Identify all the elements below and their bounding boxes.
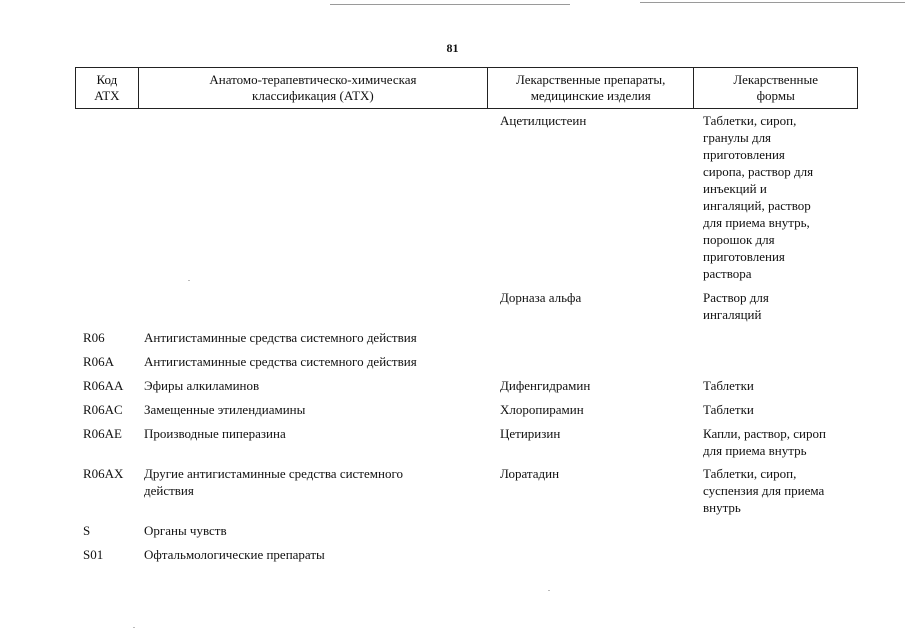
cell-form: Капли, раствор, сироп для приема внутрь bbox=[703, 426, 826, 458]
cell-classification: Другие антигистаминные средства системного действия bbox=[144, 466, 403, 498]
cell-code: R06A bbox=[83, 354, 115, 369]
cell-form: Таблетки, сироп, гранулы для приготовления сиропа, раствор для инъекций и ингаляций, раствор для приема внутрь, порошок для приготовления раствора bbox=[703, 113, 814, 281]
cell-code: R06AC bbox=[83, 402, 123, 417]
cell-drug: Дорназа альфа bbox=[500, 290, 582, 305]
table-row bbox=[75, 109, 858, 289]
cell-drug: Дифенгидрамин bbox=[500, 378, 591, 393]
cell-drug: Ацетилцистеин bbox=[500, 113, 587, 128]
cell-classification: Органы чувств bbox=[144, 523, 227, 538]
cell-form bbox=[695, 353, 858, 377]
cell-form bbox=[695, 329, 858, 353]
table-row bbox=[75, 329, 858, 353]
table-row bbox=[75, 289, 858, 329]
cell-form bbox=[695, 522, 858, 546]
cell-code: R06 bbox=[83, 330, 105, 345]
scan-edge-line bbox=[640, 2, 905, 3]
table-row bbox=[75, 546, 858, 570]
table-row bbox=[75, 522, 858, 546]
cell-drug: Лоратадин bbox=[500, 466, 560, 481]
header-drugs: Лекарственные препараты, медицинские изделия bbox=[488, 68, 694, 108]
scan-speck bbox=[133, 627, 135, 628]
cell-form: Таблетки bbox=[703, 378, 754, 393]
cell-drug bbox=[488, 329, 695, 353]
header-classification: Анатомо-терапевтическо-химическая классификация (АТХ) bbox=[139, 68, 488, 108]
table-row bbox=[75, 465, 858, 522]
header-code: Код ATX bbox=[76, 68, 139, 108]
table-row bbox=[75, 401, 858, 425]
cell-drug: Хлоропирамин bbox=[500, 402, 584, 417]
table-row bbox=[75, 353, 858, 377]
cell-classification: Эфиры алкиламинов bbox=[144, 378, 260, 393]
cell-code: R06AA bbox=[83, 378, 124, 393]
header-forms: Лекарственные формы bbox=[733, 72, 818, 103]
cell-code: S bbox=[83, 523, 91, 538]
cell-classification bbox=[138, 289, 488, 329]
cell-drug: Цетиризин bbox=[500, 426, 561, 441]
cell-code: S01 bbox=[83, 547, 104, 562]
table-row bbox=[75, 377, 858, 401]
cell-code: R06AE bbox=[83, 426, 122, 441]
cell-drug bbox=[488, 546, 695, 570]
scan-speck bbox=[548, 590, 550, 591]
cell-classification: Антигистаминные средства системного действия bbox=[144, 330, 417, 345]
scan-speck bbox=[188, 280, 190, 281]
table-row bbox=[75, 425, 858, 465]
cell-form: Раствор для ингаляций bbox=[703, 290, 769, 322]
table-header bbox=[75, 67, 858, 109]
cell-classification: Производные пиперазина bbox=[144, 426, 286, 441]
cell-classification: Замещенные этилендиамины bbox=[144, 402, 306, 417]
table-body bbox=[75, 109, 858, 570]
page-number: 81 bbox=[446, 41, 459, 55]
cell-form bbox=[695, 546, 858, 570]
cell-code bbox=[75, 112, 138, 289]
cell-classification: Офтальмологические препараты bbox=[144, 547, 325, 562]
scan-edge-line bbox=[330, 4, 570, 5]
cell-form: Таблетки bbox=[703, 402, 754, 417]
cell-classification: Антигистаминные средства системного действия bbox=[144, 354, 417, 369]
cell-form: Таблетки, сироп, суспензия для приема внутрь bbox=[703, 466, 825, 515]
cell-code bbox=[75, 289, 138, 329]
cell-drug bbox=[488, 522, 695, 546]
cell-drug bbox=[488, 353, 695, 377]
cell-classification bbox=[138, 112, 488, 289]
cell-code: R06AX bbox=[83, 466, 124, 481]
